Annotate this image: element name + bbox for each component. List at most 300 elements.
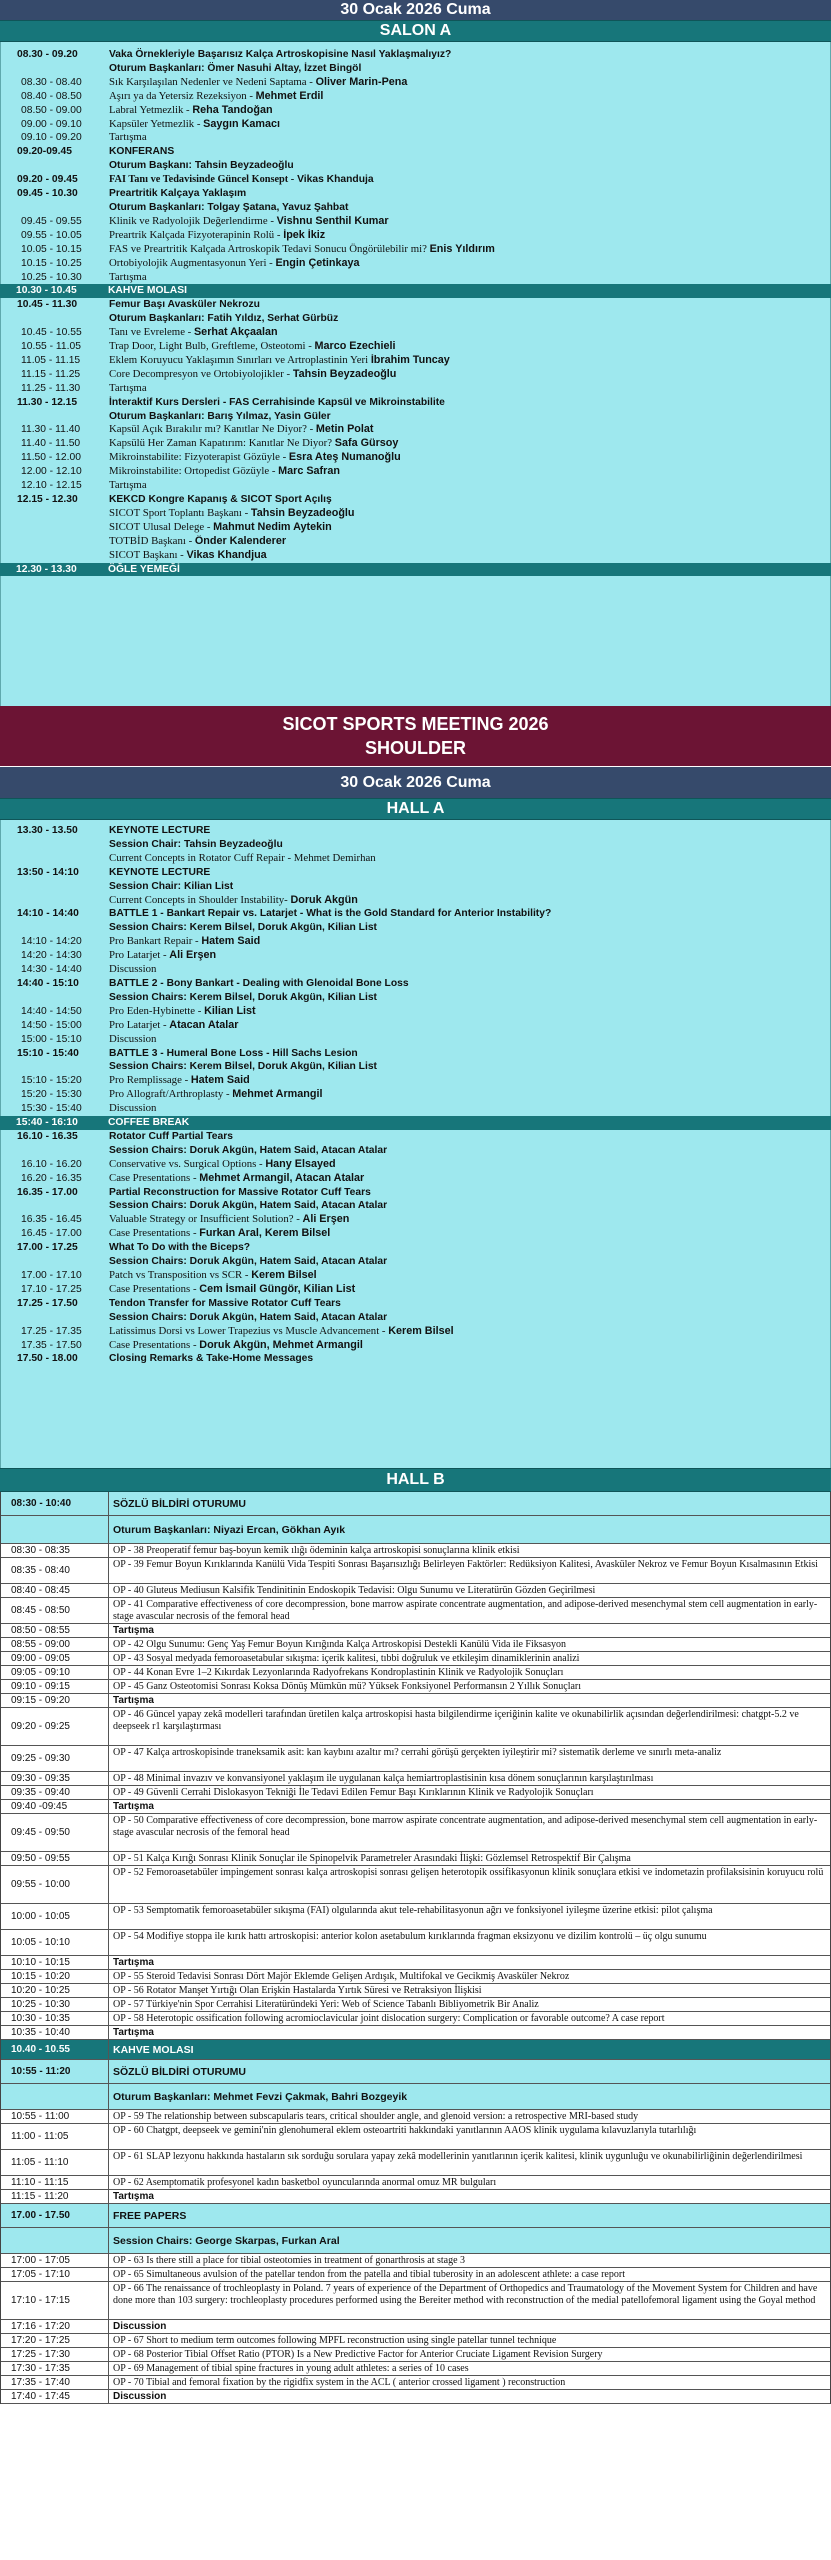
- hall-b-time: 10:15 - 10:20: [1, 1970, 109, 1983]
- hall-a-title: [109, 1213, 830, 1227]
- hall-a-row: [1, 824, 830, 838]
- hall-b-time: 08:50 - 08:55: [1, 1624, 109, 1637]
- salon-a-speaker: İbrahim Tuncay: [370, 353, 450, 366]
- hall-b-title: KAHVE MOLASI: [113, 2043, 194, 2056]
- salon-a-title: Oturum Başkanları: Fatih Yıldız, Serhat Gürbüz: [109, 313, 339, 325]
- salon-a-time: 10.45 - 11.30: [17, 299, 78, 311]
- salon-a-topic: Labral Yetmezlik -: [109, 103, 190, 116]
- hall-b-title: OP - 53 Semptomatik femoroasetabüler sıkışma (FAI) olgularında akut tele-rehabilitasyonun ağrı ve fonksiyonel iyileşme üzerine etkisi: pilot çalışma: [113, 1905, 713, 1916]
- hall-b-title: Oturum Başkanları: Niyazi Ercan, Gökhan Ayık: [113, 1523, 346, 1536]
- hall-b-title: OP - 48 Minimal invazıv ve konvansiyonel yaklaşım ile uygulanan kalça hemiartroplastisinin kısa dönem sonuçlarının karşılaştırılması: [113, 1773, 654, 1784]
- hall-b-time: 09:15 - 09:20: [1, 1694, 109, 1707]
- hall-b-row: [1, 2150, 830, 2176]
- hall-a-title: [109, 1102, 830, 1116]
- hall-b-title: OP - 66 The renaissance of trochleoplasty in Poland. 7 years of experience of the Department of Orthopedics and Traumatology of the Movement System for Children and have done more than 103 surgery: trochleoplasty procedures performed using the Bereiter method with reconstruction of the medial patellofemoral ligament using the Goyal method: [113, 2283, 818, 2307]
- salon-a-row: [1, 535, 830, 549]
- hall-a-row: [1, 1283, 830, 1297]
- hall-b-title: OP - 57 Türkiye'nin Spor Cerrahisi Literatüründeki Yeri: Web of Science Tabanlı Bibliyometrik Bir Analiz: [113, 1999, 539, 2010]
- hall-b-time: 17:10 - 17:15: [1, 2282, 109, 2319]
- salon-a-topic: Ortobiyolojik Augmentasyonun Yeri -: [109, 256, 273, 269]
- hall-b-title: OP - 58 Heterotopic ossification following acromioclavicular joint dislocation surgery: Complication or favorable outcome? A case report: [113, 2013, 665, 2024]
- salon-a-row: [1, 521, 830, 535]
- hall-b-row: [1, 1544, 830, 1558]
- hall-b-time: [1, 2084, 109, 2109]
- salon-a-topic: Tartışma: [109, 479, 147, 492]
- hall-b-row: [1, 1516, 830, 1544]
- hall-b-time: 08:35 - 08:40: [1, 1558, 109, 1583]
- hall-a-topic: Pro Allograft/Arthroplasty -: [109, 1088, 230, 1101]
- salon-a-speaker: Engin Çetinkaya: [275, 256, 360, 269]
- hall-b-row: [1, 2362, 830, 2376]
- hall-b-time: 17:20 - 17:25: [1, 2334, 109, 2347]
- hall-b-time: 10:05 - 10:10: [1, 1930, 109, 1955]
- salon-a-topic: FAS ve Preartritik Kalçada Artroskopik Tedavi Sonucu Öngörülebilir mi?: [109, 242, 427, 255]
- salon-a-time: 09.55 - 10.05: [21, 229, 82, 241]
- hall-a-row: [1, 838, 830, 852]
- salon-a-row: [1, 437, 830, 451]
- hall-b-time: 09:00 - 09:05: [1, 1652, 109, 1665]
- hall-b-time: 17:25 - 17:30: [1, 2348, 109, 2361]
- salon-a-topic: Mikroinstabilite: Fizyoterapist Gözüyle -: [109, 451, 287, 464]
- salon-a-title: Oturum Başkanı: Tahsin Beyzadeoğlu: [109, 160, 294, 172]
- hall-a-title: Rotator Cuff Partial Tears: [109, 1130, 233, 1142]
- salon-a-speaker: Tahsin Beyzadeoğlu: [250, 506, 355, 519]
- hall-b-title: Tartışma: [113, 2027, 154, 2038]
- hall-b-title: OP - 65 Simultaneous avulsion of the patellar tendon from the patella and tibial tuberosity in an adolescent athlete: a case report: [113, 2269, 625, 2280]
- hall-a-row: [1, 1144, 830, 1158]
- salon-a-row: [1, 423, 830, 437]
- hall-a-title: Session Chairs: Doruk Akgün, Hatem Said, Atacan Atalar: [109, 1144, 388, 1156]
- hall-a-time: 15:00 - 15:10: [21, 1033, 82, 1045]
- salon-a-row: [1, 354, 830, 368]
- hall-b-time: 10:55 - 11:00: [1, 2110, 109, 2123]
- hall-b-row: [1, 2110, 830, 2124]
- salon-a-time: 09.00 - 09.10: [21, 118, 82, 130]
- hall-b-title: OP - 59 The relationship between subscapularis tears, critical shoulder angle, and glenoid version: a retrospective MRI-based study: [113, 2111, 639, 2122]
- salon-a-row: [1, 451, 830, 465]
- hall-a-time: 17.25 - 17.50: [17, 1297, 78, 1309]
- salon-a-row: [1, 104, 830, 118]
- hall-a-row: [1, 949, 830, 963]
- hall-b-title: OP - 52 Femoroasetabüler impingement sonrası kalça artroskopisi sonrası gelişen heterotopik ossifikasyonun klinik sonuçlara etkisi ve indometazin profilaksisinin koruyucu rolü: [113, 1867, 824, 1878]
- hall-b-time: 09:40 -09:45: [1, 1800, 109, 1813]
- hall-a-title: [109, 1269, 830, 1283]
- hall-a-title: Session Chairs: Kerem Bilsel, Doruk Akgün, Kilian List: [109, 922, 377, 934]
- hall-a-row: [1, 1255, 830, 1269]
- salon-a-row: [1, 62, 830, 76]
- hall-b-title: SÖZLÜ BİLDİRİ OTURUMU: [113, 2065, 246, 2078]
- salon-a-title: [109, 423, 830, 437]
- hall-a-row: [1, 907, 830, 921]
- hall-a-topic: Case Presentations -: [109, 1338, 197, 1351]
- salon-a-topic: Mikroinstabilite: Ortopedist Gözüyle -: [109, 465, 276, 478]
- salon-a-speaker: Enis Yıldırım: [429, 242, 495, 255]
- hall-b-row: [1, 1866, 830, 1904]
- salon-a-time: 08.30 - 08.40: [21, 76, 82, 88]
- hall-a-time: 14:10 - 14:20: [21, 936, 82, 948]
- hall-a-row: [1, 1186, 830, 1200]
- hall-a-row: [1, 991, 830, 1005]
- hall-b-time: 09:45 - 09:50: [1, 1814, 109, 1851]
- hall-a-speaker: Doruk Akgün: [290, 893, 358, 906]
- hall-a-time: 16.45 - 17.00: [21, 1228, 82, 1240]
- salon-a-row: [1, 326, 830, 340]
- hall-b-time: 08:45 - 08:50: [1, 1598, 109, 1623]
- hall-b-title: OP - 38 Preoperatif femur baş-boyun kemik ılığı ödeminin kalça artroskopisi sonuçlarına klinik etkisi: [113, 1545, 520, 1556]
- sicot-subtitle: SHOULDER: [364, 738, 466, 758]
- hall-b-row: [1, 1584, 830, 1598]
- hall-a-title: [109, 1227, 830, 1241]
- hall-b-title: Oturum Başkanları: Mehmet Fevzi Çakmak, Bahri Bozgeyik: [113, 2090, 408, 2103]
- sicot-banner: [0, 706, 831, 766]
- hall-b-title: OP - 61 SLAP lezyonu hakkında hastaların sık sorduğu sorulara yapay zekâ modellerinin yanıtlarının içerik kalitesi, klinik uygunluğu ve okunabilirliğinin değerlendirilmesi: [113, 2151, 803, 2162]
- hall-a-time: 16.20 - 16.35: [21, 1172, 82, 1184]
- hall-b-title: Session Chairs: George Skarpas, Furkan Aral: [113, 2234, 340, 2247]
- hall-a-topic: Pro Latarjet -: [109, 1018, 167, 1031]
- salon-a-topic: Kapsül Açık Bırakılır mı? Kanıtlar Ne Diyor? -: [109, 423, 314, 436]
- salon-a-speaker: Marco Ezechieli: [314, 340, 396, 353]
- hall-a-row: [1, 1102, 830, 1116]
- hall-a-row: [1, 1130, 830, 1144]
- hall-a-title: Session Chairs: Doruk Akgün, Hatem Said, Atacan Atalar: [109, 1311, 388, 1323]
- hall-b-title: OP - 51 Kalça Kırığı Sonrası Klinik Sonuçlar ile Spinopelvik Parametreler Arasındaki İlişki: Gözlemsel Retrospektif Bir Çalışma: [113, 1853, 631, 1864]
- salon-a-title: [109, 76, 830, 90]
- hall-a-topic: Pro Latarjet -: [109, 949, 167, 962]
- hall-b-row: [1, 1930, 830, 1956]
- hall-a-program: [0, 820, 831, 1468]
- hall-a-title: [109, 1033, 830, 1047]
- hall-a-title: [109, 949, 830, 963]
- salon-a-time: 11.30 - 12.15: [17, 396, 78, 408]
- hall-a-speaker: Furkan Aral, Kerem Bilsel: [199, 1227, 331, 1240]
- hall-a-row: [1, 880, 830, 894]
- salon-a-title: KEKCD Kongre Kapanış & SICOT Sport Açılış: [109, 494, 332, 505]
- hall-b-title: OP - 54 Modifiye stoppa ile kırık hattı artroskopisi: anterior kolon asetabulum kırıklarında fragman eksizyonu ve dizilim kontrolü – üç olgu sunumu: [113, 1931, 707, 1942]
- hall-b-title: OP - 40 Gluteus Mediusun Kalsifik Tendinitinin Endoskopik Tedavisi: Olgu Sunumu ve Literatürün Gözden Geçirilmesi: [113, 1585, 596, 1596]
- salon-a-time: 11.50 - 12.00: [21, 452, 81, 464]
- salon-a-title: Vaka Örnekleriyle Başarısız Kalça Artroskopisine Nasıl Yaklaşmalıyız?: [109, 49, 452, 60]
- hall-b-time: 10:00 - 10:05: [1, 1904, 109, 1929]
- salon-a-row: [1, 187, 830, 201]
- salon-a-topic: Tartışma: [109, 270, 147, 283]
- salon-a-topic: Kapsüler Yetmezlik -: [109, 117, 201, 130]
- salon-a-row: [1, 465, 830, 479]
- hall-b-row: [1, 2176, 830, 2190]
- hall-a-row: [1, 1074, 830, 1088]
- hall-b-row: [1, 1666, 830, 1680]
- salon-a-topic: SICOT Başkanı -: [109, 548, 184, 561]
- hall-b-time: 17:35 - 17:40: [1, 2376, 109, 2389]
- salon-a-time: 12.30 - 13.30: [16, 563, 77, 575]
- salon-a-title: [109, 215, 830, 229]
- salon-a-title: [109, 382, 830, 396]
- hall-b-title: OP - 44 Konan Evre 1–2 Kıkırdak Lezyonlarında Radyofrekans Kondroplastinin Klinik ve Radyolojik Sonuçları: [113, 1667, 564, 1678]
- salon-a-time: 09.45 - 09.55: [21, 215, 82, 227]
- salon-a-time: 09.20 - 09.45: [17, 174, 78, 186]
- hall-a-topic: Case Presentations -: [109, 1171, 197, 1184]
- salon-a-speaker: Safa Gürsoy: [334, 437, 399, 450]
- hall-b-row: [1, 2320, 830, 2334]
- salon-a-speaker: Vikas Khandjua: [186, 548, 267, 561]
- hall-a-title: Tendon Transfer for Massive Rotator Cuff Tears: [109, 1297, 341, 1309]
- hall-b-row: [1, 2026, 830, 2040]
- salon-a-title: [109, 479, 830, 493]
- hall-b-title: OP - 43 Sosyal medyada femoroasetabular sıkışma: içerik kalitesi, tıbbi doğruluk ve etkileşim dinamiklerinin analizi: [113, 1653, 580, 1664]
- salon-a-time: 10.25 - 10.30: [21, 271, 82, 283]
- salon-a-title: ÖĞLE YEMEĞİ: [108, 563, 180, 575]
- hall-a-title: BATTLE 3 - Humeral Bone Loss - Hill Sachs Lesion: [109, 1047, 358, 1059]
- salon-a-title: [109, 326, 830, 340]
- hall-b-title: FREE PAPERS: [113, 2209, 187, 2222]
- hall-a-row: [1, 1297, 830, 1311]
- hall-a-topic: Discussion: [109, 1032, 157, 1045]
- hall-a-title: Session Chairs: Kerem Bilsel, Doruk Akgün, Kilian List: [109, 1061, 377, 1073]
- hall-a-speaker: Mehmet Armangil: [232, 1088, 323, 1101]
- salon-a-title: [109, 118, 830, 132]
- hall-b-title: OP - 56 Rotator Manşet Yırtığı Olan Erişkin Hastalarda Yırtık Süresi ve Retraksiyon İlişkisi: [113, 1985, 482, 1996]
- hall-a-speaker: Kilian List: [204, 1004, 256, 1017]
- hall-b-time: 09:10 - 09:15: [1, 1680, 109, 1693]
- hall-a-row: [1, 1158, 830, 1172]
- salon-a-speaker: Mehmet Erdil: [255, 89, 324, 102]
- hall-a-title: [109, 1158, 830, 1172]
- salon-a-title: Oturum Başkanları: Ömer Nasuhi Altay, İzzet Bingöl: [109, 62, 362, 74]
- salon-a-speaker: Metin Polat: [315, 423, 374, 436]
- salon-a-row: [1, 159, 830, 173]
- hall-a-row: [1, 1339, 830, 1353]
- hall-b-time: 10.40 - 10.55: [1, 2040, 109, 2059]
- hall-a-topic: Latissimus Dorsi vs Lower Trapezius vs Muscle Advancement -: [109, 1324, 386, 1337]
- hall-b-program: [0, 1492, 831, 2404]
- salon-a-title: [109, 340, 830, 354]
- salon-a-title: Oturum Başkanları: Barış Yılmaz, Yasin Güler: [109, 410, 331, 422]
- hall-a-topic: Discussion: [109, 963, 157, 976]
- hall-b-title: Discussion: [113, 2321, 167, 2332]
- salon-a-topic: FAI Tanı ve Tedavisinde Güncel Konsept -: [109, 174, 295, 186]
- salon-a-title: [109, 131, 830, 145]
- hall-a-speaker: Cem İsmail Güngör, Kilian List: [199, 1282, 356, 1295]
- hall-a-time: 14:40 - 14:50: [21, 1005, 82, 1017]
- hall-a-header: HALL A: [0, 798, 831, 820]
- salon-a-row: [1, 368, 830, 382]
- salon-a-row: [1, 396, 830, 410]
- salon-a-time: 11.25 - 11.30: [21, 382, 81, 394]
- hall-a-speaker: Hany Elsayed: [265, 1157, 336, 1170]
- hall-b-time: 09:20 - 09:25: [1, 1708, 109, 1745]
- hall-b-title: OP - 41 Comparative effectiveness of core decompression, bone marrow aspirate concentrate augmentation, and adipose-derived mesenchymal stem cell augmentation in early-stage avascular necrosis of the femoral head: [113, 1599, 818, 1623]
- hall-a-title: KEYNOTE LECTURE: [109, 866, 211, 878]
- hall-b-header: HALL B: [0, 1468, 831, 1492]
- hall-b-title: OP - 50 Comparative effectiveness of core decompression, bone marrow aspirate concentrate augmentation, and adipose-derived mesenchymal stem cell augmentation in early-stage avascular necrosis of the femoral head: [113, 1815, 818, 1839]
- hall-b-title: OP - 67 Short to medium term outcomes following MPFL reconstruction using single patellar tunnel technique: [113, 2335, 557, 2346]
- hall-b-row: [1, 1624, 830, 1638]
- salon-a-title: [109, 507, 830, 521]
- hall-b-row: [1, 2124, 830, 2150]
- salon-a-row: [1, 312, 830, 326]
- hall-a-title: [109, 1088, 830, 1102]
- salon-a-title: [109, 271, 830, 285]
- salon-a-speaker: Oliver Marin-Pena: [315, 75, 408, 88]
- hall-b-title: Tartışma: [113, 1801, 154, 1812]
- hall-a-topic: Pro Eden-Hybinette -: [109, 1004, 202, 1017]
- hall-b-time: 10:35 - 10:40: [1, 2026, 109, 2039]
- hall-a-topic: Patch vs Transposition vs SCR -: [109, 1269, 249, 1281]
- hall-a-speaker: Ali Erşen: [169, 949, 217, 962]
- salon-a-title: [109, 437, 830, 451]
- hall-a-row: [1, 852, 830, 866]
- salon-a-time: 08.50 - 09.00: [21, 104, 82, 116]
- hall-b-time: [1, 2228, 109, 2253]
- hall-a-title: KEYNOTE LECTURE: [109, 825, 211, 836]
- hall-b-row: [1, 2376, 830, 2390]
- salon-a-time: 09.10 - 09.20: [21, 132, 82, 144]
- salon-a-title: [109, 257, 830, 271]
- hall-a-time: 14:10 - 14:40: [17, 908, 79, 920]
- hall-b-time: 11:15 - 11:20: [1, 2190, 109, 2203]
- day-header-2: 30 Ocak 2026 Cuma: [0, 766, 831, 798]
- salon-a-speaker: Tahsin Beyzadeoğlu: [292, 367, 397, 380]
- hall-b-title: Tartışma: [113, 1695, 154, 1706]
- hall-b-row: [1, 1652, 830, 1666]
- hall-a-speaker: Hatem Said: [201, 935, 261, 948]
- hall-a-title: [109, 1283, 830, 1297]
- hall-b-title: OP - 70 Tibial and femoral fixation by the rigidfix system in the ACL ( anterior crossed ligament ) reconstruction: [113, 2377, 566, 2388]
- salon-a-title: [109, 243, 830, 257]
- hall-a-title: Session Chairs: Kerem Bilsel, Doruk Akgün, Kilian List: [109, 991, 377, 1003]
- salon-a-header: SALON A: [0, 20, 831, 42]
- hall-b-time: 17:30 - 17:35: [1, 2362, 109, 2375]
- hall-b-row: [1, 1680, 830, 1694]
- hall-a-row: [1, 1227, 830, 1241]
- salon-a-row: [1, 229, 830, 243]
- hall-b-row: [1, 2060, 830, 2084]
- salon-a-topic: Tartışma: [109, 381, 147, 394]
- hall-b-row: [1, 1852, 830, 1866]
- salon-a-title: İnteraktif Kurs Dersleri - FAS Cerrahisinde Kapsül ve Mikroinstabilite: [109, 396, 445, 408]
- hall-b-time: 09:55 - 10:00: [1, 1866, 109, 1903]
- salon-a-title: [109, 104, 830, 118]
- hall-b-row: [1, 2190, 830, 2204]
- hall-b-time: 17:16 - 17:20: [1, 2320, 109, 2333]
- salon-a-row: [1, 90, 830, 104]
- hall-b-time: 10:30 - 10:35: [1, 2012, 109, 2025]
- hall-b-row: [1, 2334, 830, 2348]
- hall-b-row: [1, 2254, 830, 2268]
- salon-a-row: [1, 271, 830, 285]
- hall-b-row: [1, 1492, 830, 1516]
- salon-a-time: 12.00 - 12.10: [21, 466, 82, 478]
- salon-a-row: [1, 76, 830, 90]
- hall-a-row: [1, 1172, 830, 1186]
- hall-a-time: 16.35 - 16.45: [21, 1214, 82, 1226]
- salon-a-topic: Eklem Koruyucu Yaklaşımın Sınırları ve Artroplastinin Yeri: [109, 353, 369, 366]
- salon-a-program: [0, 42, 831, 706]
- hall-a-speaker: Kerem Bilsel: [388, 1324, 454, 1337]
- hall-b-title: OP - 39 Femur Boyun Kırıklarında Kanülü Vida Tespiti Sonrası Başarısızlığı Belirleyen Faktörler: Redüksiyon Kalitesi, Avasküler Nekroz ve Femur Boyun Kısalmasının Etkisi: [113, 1559, 818, 1570]
- salon-a-topic: Core Decompresyon ve Ortobiyolojikler -: [109, 367, 291, 380]
- hall-b-time: 09:25 - 09:30: [1, 1746, 109, 1771]
- salon-a-title: Femur Başı Avasküler Nekrozu: [109, 299, 260, 311]
- salon-a-row: [1, 382, 830, 396]
- hall-a-topic: Conservative vs. Surgical Options -: [109, 1157, 263, 1170]
- hall-b-row: [1, 1598, 830, 1624]
- hall-b-row: [1, 1772, 830, 1786]
- hall-a-title: Session Chairs: Doruk Akgün, Hatem Said, Atacan Atalar: [109, 1200, 388, 1212]
- hall-b-title: OP - 69 Management of tibial spine fractures in young adult athletes: a series of 10 cases: [113, 2363, 469, 2374]
- hall-a-row: [0, 1116, 831, 1130]
- salon-a-speaker: Marc Safran: [278, 465, 340, 478]
- hall-b-time: 11:10 - 11:15: [1, 2176, 109, 2189]
- hall-b-title: OP - 55 Steroid Tedavisi Sonrası Dört Majör Eklemde Gelişen Ardışık, Multifokal ve Gecikmiş Avasküler Nekroz: [113, 1971, 570, 1982]
- hall-a-title: Session Chair: Tahsin Beyzadeoğlu: [109, 838, 283, 850]
- salon-a-row: [1, 201, 830, 215]
- hall-a-time: 17.00 - 17.10: [21, 1270, 82, 1281]
- salon-a-row: [1, 507, 830, 521]
- hall-a-time: 15:40 - 16:10: [16, 1117, 78, 1129]
- salon-a-time: 10.55 - 11.05: [21, 341, 81, 353]
- salon-a-topic: Tartışma: [109, 131, 147, 144]
- salon-a-time: 10.05 - 10.15: [21, 243, 82, 255]
- salon-a-time: 10.45 - 10.55: [21, 327, 82, 339]
- hall-a-row: [1, 935, 830, 949]
- hall-b-time: 10:10 - 10:15: [1, 1956, 109, 1969]
- hall-a-row: [1, 1047, 830, 1061]
- salon-a-time: 11.30 - 11.40: [21, 424, 81, 436]
- hall-a-topic: Current Concepts in Rotator Cuff Repair - Mehmet Demirhan: [109, 851, 376, 864]
- hall-b-row: [1, 1956, 830, 1970]
- salon-a-time: 10.15 - 10.25: [21, 257, 82, 269]
- salon-a-row: [0, 284, 831, 298]
- salon-a-title: [109, 354, 830, 368]
- hall-a-time: 15:10 - 15:20: [21, 1075, 82, 1087]
- hall-a-row: [1, 1019, 830, 1033]
- hall-b-row: [1, 2228, 830, 2254]
- hall-b-row: [1, 2084, 830, 2110]
- hall-b-row: [1, 2348, 830, 2362]
- salon-a-row: [1, 243, 830, 257]
- hall-a-time: 17.50 - 18.00: [17, 1353, 78, 1365]
- hall-a-topic: Pro Bankart Repair -: [109, 935, 199, 948]
- salon-a-row: [1, 340, 830, 354]
- hall-a-title: [109, 1325, 830, 1339]
- hall-b-time: 08:55 - 09:00: [1, 1638, 109, 1651]
- hall-b-time: 17:05 - 17:10: [1, 2268, 109, 2281]
- hall-b-time: 09:50 - 09:55: [1, 1852, 109, 1865]
- hall-a-title: [109, 1005, 830, 1019]
- hall-a-topic: Current Concepts in Shoulder Instability-: [109, 893, 288, 906]
- hall-a-time: 14:20 - 14:30: [21, 950, 82, 962]
- salon-a-speaker: Mahmut Nedim Aytekin: [213, 520, 332, 533]
- hall-b-time: 17.00 - 17.50: [1, 2204, 109, 2227]
- salon-a-speaker: İpek İkiz: [283, 228, 326, 241]
- hall-a-title: [109, 894, 830, 908]
- hall-a-title: Closing Remarks & Take-Home Messages: [109, 1353, 314, 1365]
- hall-a-time: 15:30 - 15:40: [21, 1103, 82, 1115]
- salon-a-row: [1, 173, 830, 187]
- salon-a-title: [109, 465, 830, 479]
- hall-b-time: 08:30 - 08:35: [1, 1544, 109, 1557]
- hall-b-row: [1, 1694, 830, 1708]
- hall-a-title: Partial Reconstruction for Massive Rotator Cuff Tears: [109, 1186, 371, 1198]
- salon-a-title: KONFERANS: [109, 146, 175, 158]
- hall-b-row: [1, 2012, 830, 2026]
- salon-a-topic: Preartrik Kalçada Fizyoterapinin Rolü -: [109, 228, 281, 241]
- hall-a-time: 16.10 - 16.35: [17, 1130, 78, 1142]
- hall-a-title: [109, 1074, 830, 1088]
- hall-a-row: [1, 977, 830, 991]
- hall-a-speaker: Hatem Said: [190, 1074, 250, 1087]
- salon-a-row: [1, 118, 830, 132]
